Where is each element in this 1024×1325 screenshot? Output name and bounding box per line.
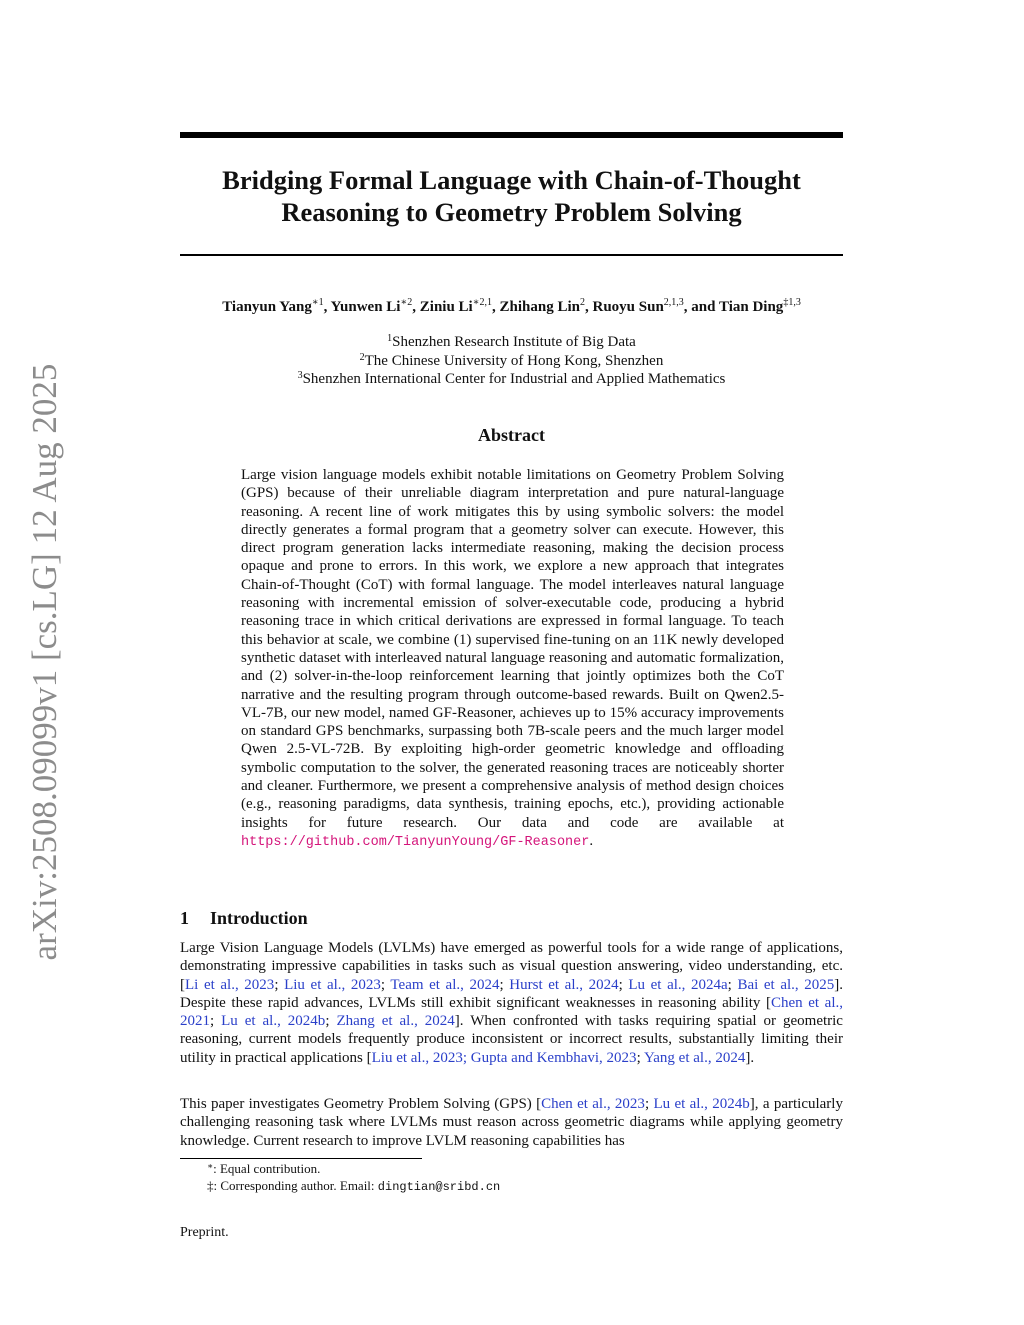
citation-link[interactable]: Chen et al., 2023: [541, 1096, 645, 1112]
section-title: Introduction: [210, 908, 308, 928]
title-top-rule: [180, 132, 843, 138]
footnote-text: : Equal contribution.: [213, 1161, 321, 1176]
author-marks: 2,1,3: [663, 297, 684, 308]
footnote-corresponding-author: [207, 1178, 500, 1195]
text-run: ;: [210, 1013, 222, 1030]
author-name: Tianyun Yang: [222, 299, 312, 315]
abstract-end: .: [589, 832, 594, 849]
citation-link[interactable]: Liu et al., 2023: [284, 976, 381, 993]
author-separator: ,: [412, 299, 420, 315]
affiliation-text: The Chinese University of Hong Kong, Shenzhen: [364, 352, 664, 369]
citation-link[interactable]: Liu et al., 2023; Gupta and Kembhavi, 2023: [371, 1049, 637, 1066]
introduction-heading: [180, 907, 843, 929]
author-separator: ,: [492, 299, 500, 315]
text-run: Large Vision Language Models (LVLMs) have emerged as powerful tools for a wide range of applications, demonstrating impressive capabilities in tasks such as visual question answering, video understanding, etc. [: [180, 940, 843, 993]
introduction-paragraph-2: [180, 1095, 843, 1150]
preprint-label: Preprint.: [180, 1225, 229, 1240]
author-name: Yunwen Li: [330, 299, 401, 315]
citation-link[interactable]: Zhang et al., 2024: [336, 1013, 455, 1030]
affiliation: [180, 352, 843, 371]
text-run: ;: [727, 976, 738, 993]
citation-link[interactable]: Hurst et al., 2024: [509, 976, 619, 993]
author-separator: , and: [683, 299, 719, 315]
citation-link[interactable]: Lu et al., 2024b: [221, 1013, 326, 1030]
paper-title-line-1: Bridging Formal Language with Chain-of-Thought: [222, 165, 801, 195]
paper-title: [180, 164, 843, 228]
text-run: ;: [644, 1096, 654, 1112]
author-separator: ,: [585, 299, 593, 315]
text-run: ], a particularly challenging reasoning task where LVLMs must reason across geometric diagrams while applying geometry knowledge. Current research to improve LVLM reasoning capabilities has: [180, 1096, 843, 1149]
citation-link[interactable]: Bai et al., 2025: [737, 976, 835, 993]
author-marks: ‡1,3: [783, 297, 801, 308]
author-name: Tian Ding: [718, 299, 784, 315]
text-run: ]. When confronted with tasks requiring spatial or geometric reasoning, current models frequently produce inconsistent or incorrect results, substantially limiting their utility in practical applications [: [180, 1013, 843, 1066]
author-list: [150, 297, 873, 317]
code-repository-link[interactable]: https://github.com/TianyunYoung/GF-Reasoner: [241, 834, 590, 850]
affiliation-list: [180, 333, 843, 389]
text-run: ;: [499, 976, 510, 993]
author-separator: ,: [323, 299, 331, 315]
text-run: ;: [636, 1049, 644, 1066]
abstract-heading: Abstract: [478, 425, 545, 445]
footnote-rule: [180, 1158, 422, 1159]
footnote-equal-contribution: [207, 1161, 320, 1177]
text-run: ;: [325, 1013, 337, 1030]
text-run: ].: [745, 1049, 755, 1066]
text-run: ;: [618, 976, 629, 993]
affiliation-text: Shenzhen International Center for Industrial and Applied Mathematics: [302, 371, 726, 387]
author-marks: ∗1: [311, 297, 324, 308]
citation-link[interactable]: Chen et al., 2021: [180, 994, 843, 1030]
text-run: ;: [380, 976, 391, 993]
affiliation: [180, 333, 843, 352]
abstract-text: Large vision language models exhibit notable limitations on Geometry Problem Solving (GPS) because of their unreliable diagram interpretation and pure natural-language reasoning. A recent line of work mitigates this by using symbolic solvers: the model directly generates a formal program that a geometry solver can execute. However, this direct program generation lacks intermediate reasoning, making the decision process opaque and prone to errors. In this work, we explore a new approach that integrates Chain-of-Thought (CoT) with formal language. The model interleaves natural language reasoning with incremental emission of solver-executable code, producing a hybrid reasoning trace in which critical derivations are expressed in formal language. To teach this behavior at scale, we combine (1) supervised fine-tuning on an 11K newly developed synthetic dataset with interleaved natural language reasoning and automatic formalization, and (2) solver-in-the-loop reinforcement learning that jointly optimizes both the CoT narrative and the resulting program through outcome-based rewards. Built on Qwen2.5-VL-7B, our new model, named GF-Reasoner, achieves up to 15% accuracy improvements on standard GPS benchmarks, surpassing both 7B-scale peers and the much larger model Qwen 2.5-VL-72B. By exploiting high-order geometric knowledge and offloading symbolic computation to the solver, the generated reasoning traces are noticeably shorter and cleaner. Furthermore, we present a comprehensive analysis of method design choices (e.g., reasoning paradigms, data synthesis, training epochs, etc.), providing actionable insights for future research. Our data and code are available at: [241, 467, 784, 831]
author-marks: ∗2: [400, 297, 413, 308]
arxiv-stamp: arXiv:2508.09099v1 [cs.LG] 12 Aug 2025: [25, 363, 64, 961]
affiliation-number: 2: [359, 351, 365, 363]
abstract-body: [241, 466, 784, 852]
footnote-text: : Corresponding author. Email:: [213, 1178, 378, 1193]
citation-link[interactable]: Team et al., 2024: [390, 976, 500, 993]
citation-link[interactable]: Yang et al., 2024: [643, 1049, 746, 1066]
citation-link[interactable]: Lu et al., 2024a: [628, 976, 728, 993]
author-email[interactable]: dingtian@sribd.cn: [377, 1180, 501, 1194]
affiliation: [180, 370, 843, 389]
affiliation-number: 1: [387, 333, 393, 344]
footnote-mark: ‡: [207, 1178, 214, 1193]
title-bottom-rule: [180, 254, 843, 256]
paper-title-line-2: Reasoning to Geometry Problem Solving: [281, 197, 742, 227]
author-name: Zhihang Lin: [499, 299, 580, 315]
citation-link[interactable]: Li et al., 2023: [185, 976, 275, 993]
text-run: This paper investigates Geometry Problem Solving (GPS) [: [180, 1096, 542, 1112]
affiliation-number: 3: [297, 370, 303, 381]
text-run: ]. Despite these rapid advances, LVLMs still exhibit significant weaknesses in reasoning ability [: [180, 976, 844, 1011]
author-name: Ruoyu Sun: [592, 299, 664, 315]
author-name: Ziniu Li: [419, 299, 473, 315]
footnote-mark: ∗: [207, 1161, 214, 1171]
introduction-paragraph-1: [180, 939, 843, 1067]
text-run: ;: [274, 976, 285, 993]
affiliation-text: Shenzhen Research Institute of Big Data: [392, 334, 636, 350]
author-marks: 2: [580, 297, 585, 308]
section-number: 1: [180, 908, 189, 928]
citation-link[interactable]: Lu et al., 2024b: [653, 1096, 750, 1112]
author-marks: ∗2,1: [472, 297, 493, 308]
